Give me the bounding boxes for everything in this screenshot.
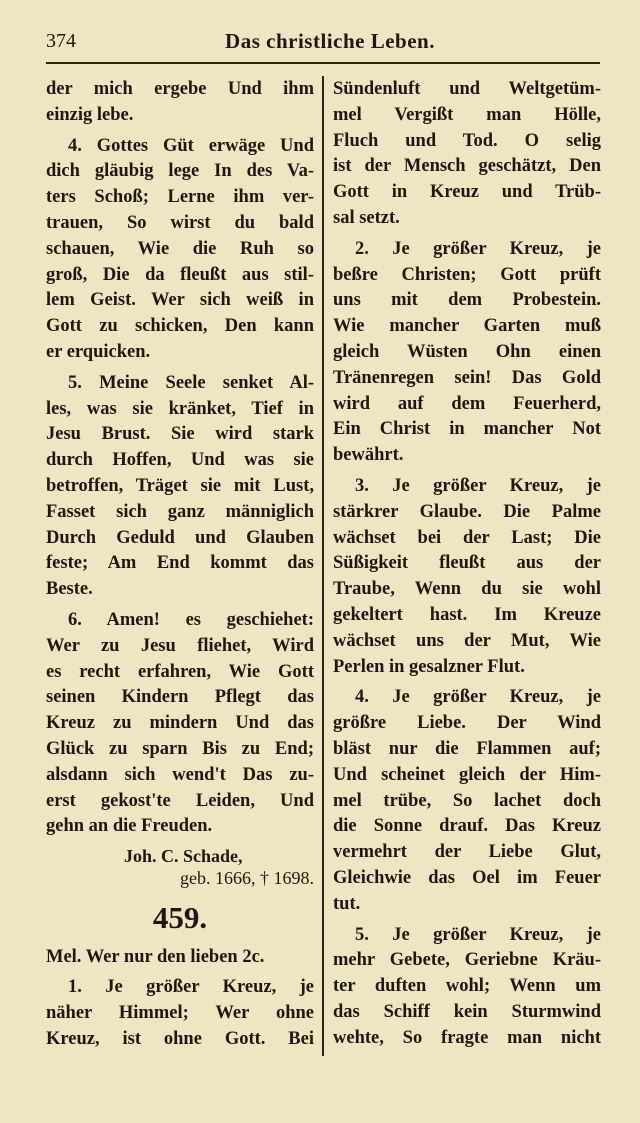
stanza <box>333 923 601 1052</box>
verse-line: Fasset sich ganz männiglich <box>46 501 314 522</box>
verse-line: Perlen in gesalzner Flut. <box>333 656 525 677</box>
verse-line: 4. Gottes Güt erwäge Und <box>68 135 314 156</box>
stanza <box>46 77 314 129</box>
page-number: 374 <box>46 30 76 52</box>
verse-line: Beste. <box>46 579 93 600</box>
verse-line: erst gekost'te Leiden, Und <box>46 790 314 811</box>
verse-line: er erquicken. <box>46 341 151 362</box>
verse-line: ter duften wohl; Wenn um <box>333 976 601 997</box>
stanza <box>333 77 601 232</box>
verse-line: beßre Christen; Gott prüft <box>333 264 601 285</box>
verse-line: dich gläubig lege In des Va- <box>46 161 314 182</box>
right-column <box>333 77 601 1056</box>
verse-line: Gott in Kreuz und Trüb- <box>333 182 601 203</box>
verse-line: Tränenregen sein! Das Gold <box>333 367 601 388</box>
hymn-number: 459. <box>152 900 208 936</box>
verse-line: gleich Wüsten Ohn einen <box>333 341 601 362</box>
verse-line: Süßigkeit fleußt aus der <box>333 553 601 574</box>
stanza <box>46 608 314 840</box>
verse-line: tut. <box>333 893 361 914</box>
verse-line: Ein Christ in mancher Not <box>333 419 601 440</box>
melody-reference: Mel. Wer nur den lieben 2c. <box>46 947 265 968</box>
verse-line: mel Vergißt man Hölle, <box>333 104 601 125</box>
verse-line: 3. Je größer Kreuz, je <box>355 475 601 496</box>
verse-line: Jesu Brust. Sie wird stark <box>46 424 314 445</box>
verse-line: Glück zu sparn Bis zu End; <box>46 738 314 759</box>
stanza <box>333 685 601 917</box>
stanza <box>333 474 601 680</box>
verse-line: Traube, Wenn du sie wohl <box>333 579 601 600</box>
verse-line: feste; Am End kommt das <box>46 553 314 574</box>
verse-line: ters Schoß; Lerne ihm ver- <box>46 187 314 208</box>
verse-line: Durch Geduld und Glauben <box>46 527 314 548</box>
verse-line: es recht erfahren, Wie Gott <box>46 661 314 682</box>
verse-line: 5. Je größer Kreuz, je <box>355 924 601 945</box>
verse-line: einzig lebe. <box>46 104 134 125</box>
verse-line: Wer zu Jesu fliehet, Wird <box>46 635 314 656</box>
verse-line: trauen, So wirst du bald <box>46 212 314 233</box>
verse-line: vermehrt der Liebe Glut, <box>333 842 601 863</box>
verse-line: Und scheinet gleich der Him- <box>333 764 601 785</box>
verse-line: gekeltert hast. Im Kreuze <box>333 604 601 625</box>
verse-line: Gott zu schicken, Den kann <box>46 316 314 337</box>
verse-line: 5. Meine Seele senket Al- <box>68 372 314 393</box>
verse-line: Wie mancher Garten muß <box>333 316 601 337</box>
verse-line: näher Himmel; Wer ohne <box>46 1002 314 1023</box>
verse-line: bläst nur die Flammen auf; <box>333 738 601 759</box>
verse-line: 4. Je größer Kreuz, je <box>355 687 601 708</box>
verse-line: uns mit dem Probestein. <box>333 290 601 311</box>
verse-line: gehn an die Freuden. <box>46 816 213 837</box>
verse-line: wehte, So fragte man nicht <box>333 1027 601 1048</box>
author-name: Joh. C. Schade, <box>124 846 243 867</box>
verse-line: größre Liebe. Der Wind <box>333 713 601 734</box>
verse-line: 1. Je größer Kreuz, je <box>68 976 314 997</box>
stanza <box>333 237 601 469</box>
verse-line: stärkrer Glaube. Die Palme <box>333 501 601 522</box>
column-divider <box>322 76 324 1056</box>
author-dates: geb. 1666, † 1698. <box>180 868 314 889</box>
header-rule <box>46 62 600 64</box>
verse-line: sal setzt. <box>333 207 400 228</box>
verse-line: der mich ergebe Und ihm <box>46 79 314 99</box>
running-title: Das christliche Leben. <box>225 29 435 53</box>
verse-line: Gleichwie das Oel im Feuer <box>333 867 601 888</box>
stanza <box>46 371 314 603</box>
verse-line: Fluch und Tod. O selig <box>333 130 601 151</box>
verse-line: Sündenluft und Weltgetüm- <box>333 79 601 99</box>
verse-line: bewährt. <box>333 445 404 466</box>
verse-line: groß, Die da fleußt aus stil- <box>46 264 314 285</box>
left-column <box>46 77 314 1057</box>
verse-line: schauen, Wie die Ruh so <box>46 238 314 259</box>
stanza <box>46 134 314 366</box>
verse-line: 2. Je größer Kreuz, je <box>355 238 601 259</box>
verse-line: betroffen, Träget sie mit Lust, <box>46 475 314 496</box>
verse-line: durch Hoffen, Und was sie <box>46 450 314 471</box>
author-attribution <box>46 845 314 889</box>
verse-line: wächset bei der Last; Die <box>333 527 601 548</box>
verse-line: mehr Gebete, Geriebne Kräu- <box>333 950 601 971</box>
verse-line: die Sonne drauf. Das Kreuz <box>333 816 601 837</box>
verse-line: 6. Amen! es geschiehet: <box>68 609 314 630</box>
verse-line: les, was sie kränket, Tief in <box>46 398 314 419</box>
verse-line: Kreuz zu mindern Und das <box>46 713 314 734</box>
verse-line: lem Geist. Wer sich weiß in <box>46 290 314 311</box>
verse-line: Kreuz, ist ohne Gott. Bei <box>46 1028 314 1049</box>
verse-line: seinen Kindern Pflegt das <box>46 687 314 708</box>
verse-line: das Schiff kein Sturmwind <box>333 1001 601 1022</box>
verse-line: alsdann sich wend't Das zu- <box>46 764 314 785</box>
verse-line: wächset uns der Mut, Wie <box>333 630 601 651</box>
verse-line: wird auf dem Feuerherd, <box>333 393 601 414</box>
stanza <box>46 975 314 1052</box>
verse-line: ist der Mensch geschätzt, Den <box>333 156 601 177</box>
verse-line: mel trübe, So lachet doch <box>333 790 601 811</box>
